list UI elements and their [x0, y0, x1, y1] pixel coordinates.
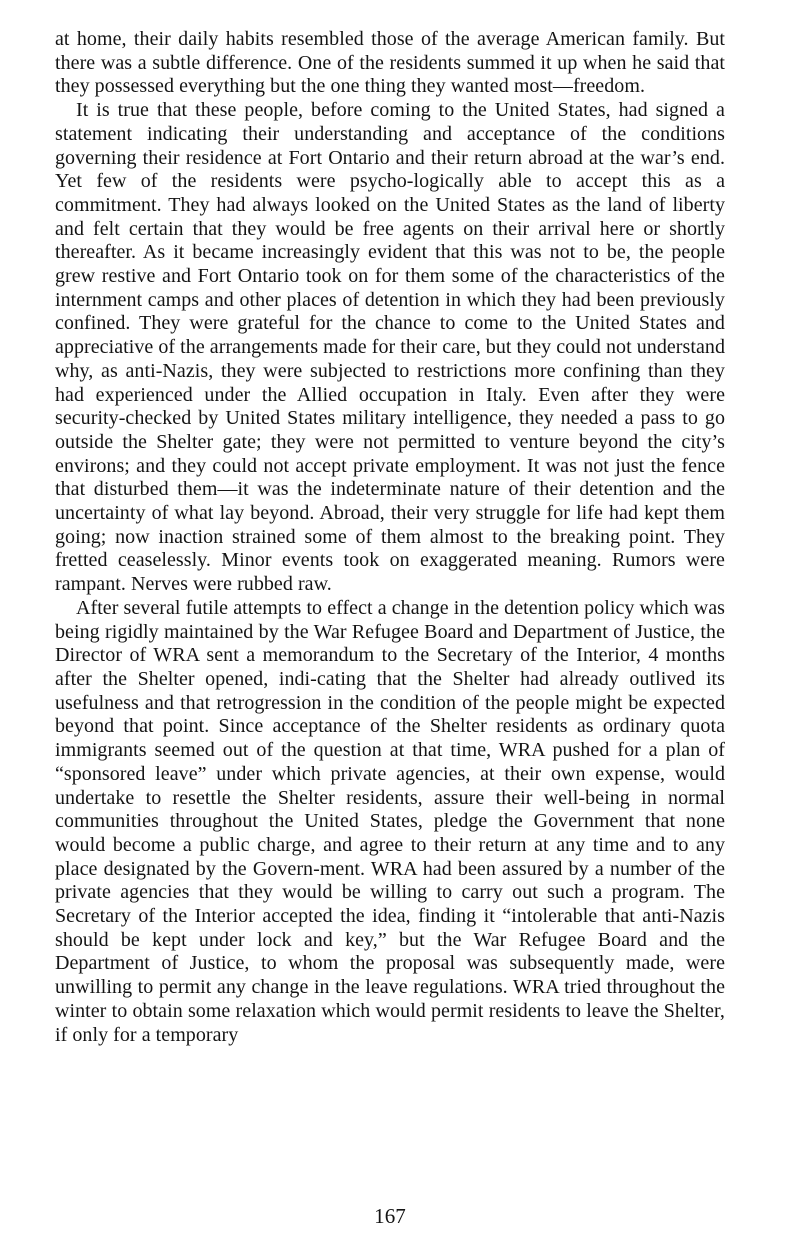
paragraph-continuation: at home, their daily habits resembled those of the average American family. But there was a subtle difference. One of the residents summed it up when he said that they possessed everything but the one thing they wanted most—freedom. — [55, 28, 725, 98]
paragraph-commitment: It is true that these people, before coming to the United States, had signed a statement indicating their understanding and acceptance of the conditions governing their residence at Fort Ontario and their return abroad at the war’s end. Yet few of the residents were psycho-logically able to accept this as a commitment. They had always looked on the United States as the land of liberty and felt certain that they would be free agents on their arrival here or shortly thereafter. As it became increasingly evident that this was not to be, the people grew restive and Fort Ontario took on for them some of the characteristics of the internment camps and other places of detention in which they had been previously confined. They were grateful for the chance to come to the United States and appreciative of the arrangements made for their care, but they could not understand why, as anti-Nazis, they were subjected to restrictions more confining than they had experienced under the Allied occupation in Italy. Even after they were security-checked by United States military intelligence, they needed a pass to go outside the Shelter gate; they were not permitted to venture beyond the city’s environs; and they could not accept private employment. It was not just the fence that disturbed them—it was the indeterminate nature of their detention and the uncertainty of what lay beyond. Abroad, their very struggle for life had kept them going; now inaction strained some of them almost to the breaking point. They fretted ceaselessly. Minor events took on exaggerated meaning. Rumors were rampant. Nerves were rubbed raw. — [55, 99, 725, 596]
paragraph-sponsored-leave: After several futile attempts to effect a change in the detention policy which was being rigidly maintained by the War Refugee Board and Department of Justice, the Director of WRA sent a memorandum to the Secretary of the Interior, 4 months after the Shelter opened, indi-cating that the Shelter had already outlived its usefulness and that retrogression in the condition of the people might be expected beyond that point. Since acceptance of the Shelter residents as ordinary quota immigrants seemed out of the question at that time, WRA pushed for a plan of “sponsored leave” under which private agencies, at their own expense, would undertake to resettle the Shelter residents, assure their well-being in normal communities throughout the United States, pledge the Government that none would become a public charge, and agree to their return at any time and to any place designated by the Govern-ment. WRA had been assured by a number of the private agencies that they would be willing to carry out such a program. The Secretary of the Interior accepted the idea, finding it “intolerable that anti-Nazis should be kept under lock and key,” but the War Refugee Board and the Department of Justice, to whom the proposal was subsequently made, were unwilling to permit any change in the leave regulations. WRA tried throughout the winter to obtain some relaxation which would permit residents to leave the Shelter, if only for a temporary — [55, 596, 725, 1046]
page-number: 167 — [374, 1204, 406, 1228]
document-page — [55, 28, 725, 1228]
